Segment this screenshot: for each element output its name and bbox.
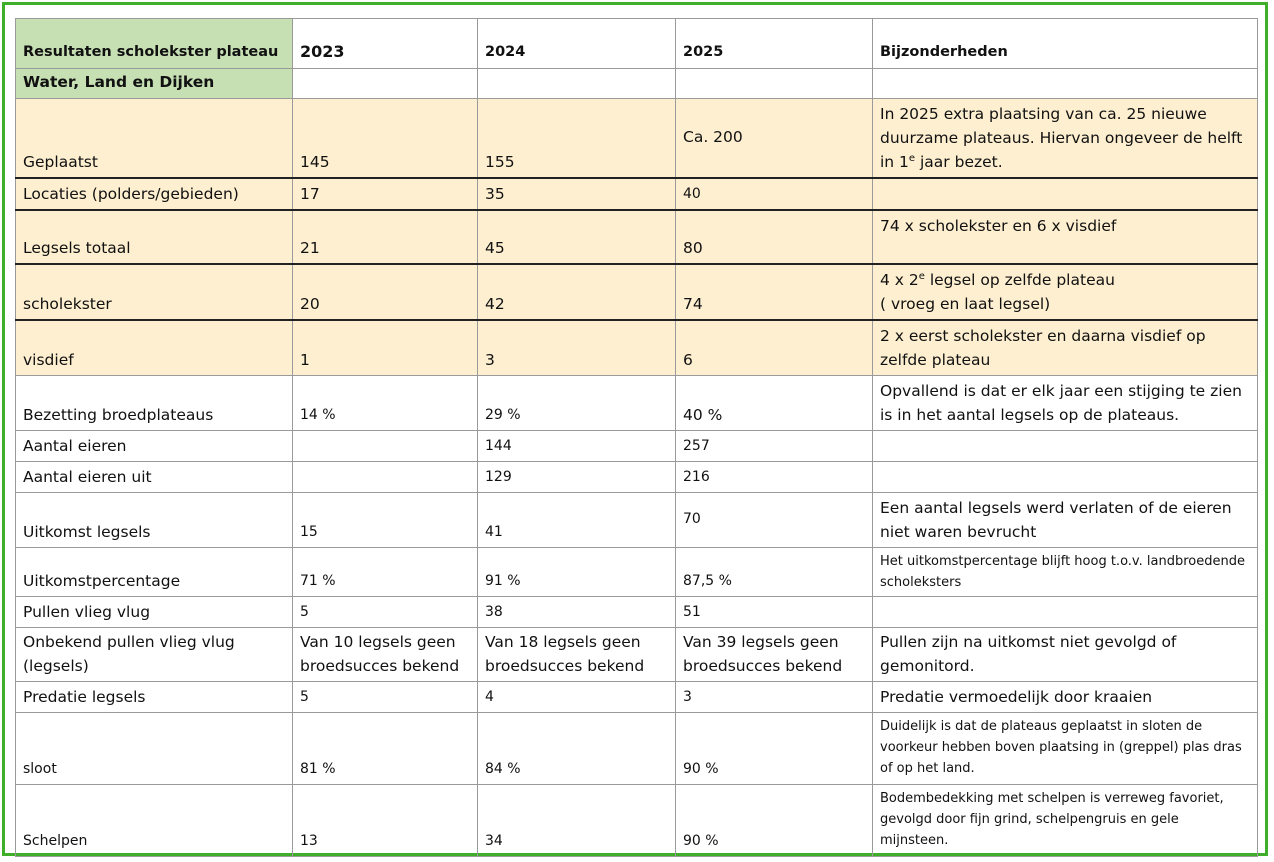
- table-row: [16, 210, 1258, 264]
- note-sup: e: [908, 152, 916, 164]
- table-row: [16, 264, 1258, 320]
- row-label: sloot: [16, 713, 293, 785]
- cell-2024: 38: [478, 597, 676, 628]
- cell-2023: 1: [293, 320, 478, 376]
- table-row: [16, 99, 1258, 179]
- cell-2023: [293, 431, 478, 462]
- row-label: Onbekend pullen vlieg vlug (legsels): [16, 628, 293, 682]
- row-label: scholekster: [16, 264, 293, 320]
- cell-2024: 144: [478, 431, 676, 462]
- table-row: [16, 785, 1258, 857]
- table-row: [16, 493, 1258, 548]
- table-row: [16, 431, 1258, 462]
- cell-2024: 129: [478, 462, 676, 493]
- row-label: visdief: [16, 320, 293, 376]
- cell-2025: 74: [676, 264, 873, 320]
- cell-2025: 6: [676, 320, 873, 376]
- row-note: [873, 178, 1258, 210]
- cell-2024: 42: [478, 264, 676, 320]
- row-label: Geplaatst: [16, 99, 293, 179]
- cell-2024: 34: [478, 785, 676, 857]
- cell-2023: 71 %: [293, 548, 478, 597]
- cell-2023: 17: [293, 178, 478, 210]
- row-note: Het uitkomstpercentage blijft hoog t.o.v. landbroedende scholeksters: [873, 548, 1258, 597]
- row-note: Bodembedekking met schelpen is verreweg favoriet, gevolgd door fijn grind, schelpengruis en gele mijnsteen.: [873, 785, 1258, 857]
- cell-2024: 41: [478, 493, 676, 548]
- cell-2025: 51: [676, 597, 873, 628]
- cell-2024: 4: [478, 682, 676, 713]
- cell-2025: 257: [676, 431, 873, 462]
- cell-2025: 70: [676, 493, 873, 548]
- cell-2024: 91 %: [478, 548, 676, 597]
- table-row: [16, 462, 1258, 493]
- cell-2025: 3: [676, 682, 873, 713]
- row-label: Schelpen: [16, 785, 293, 857]
- cell-2024: 84 %: [478, 713, 676, 785]
- cell-2023: [293, 462, 478, 493]
- row-note: Opvallend is dat er elk jaar een stijging te zien is in het aantal legsels op de plateaus.: [873, 376, 1258, 431]
- row-label: Predatie legsels: [16, 682, 293, 713]
- table-row: [16, 713, 1258, 785]
- note-sup: e: [918, 270, 925, 282]
- cell-2023: 21: [293, 210, 478, 264]
- cell-2023: 15: [293, 493, 478, 548]
- row-label: Bezetting broedplateaus: [16, 376, 293, 431]
- row-label: Legsels totaal: [16, 210, 293, 264]
- cell-2024: 45: [478, 210, 676, 264]
- note-text: ( vroeg en laat legsel): [880, 295, 1051, 313]
- table-row: [16, 682, 1258, 713]
- subheader-title: Water, Land en Dijken: [16, 69, 293, 99]
- row-label: Locaties (polders/gebieden): [16, 178, 293, 210]
- note-text: legsel op zelfde plateau: [924, 271, 1115, 289]
- row-note: [873, 431, 1258, 462]
- cell-2025: Van 39 legsels geen broedsucces bekend: [676, 628, 873, 682]
- cell-2024: 35: [478, 178, 676, 210]
- header-2025: 2025: [676, 19, 873, 69]
- cell-2023: 13: [293, 785, 478, 857]
- subheader-empty: [676, 69, 873, 99]
- cell-2024: 155: [478, 99, 676, 179]
- cell-2025: 40 %: [676, 376, 873, 431]
- note-text: jaar bezet.: [915, 153, 1003, 171]
- table-row: [16, 376, 1258, 431]
- cell-2025: 90 %: [676, 713, 873, 785]
- row-note: Een aantal legsels werd verlaten of de eieren niet waren bevrucht: [873, 493, 1258, 548]
- cell-2025: 80: [676, 210, 873, 264]
- cell-2025: 216: [676, 462, 873, 493]
- row-note: [873, 99, 1258, 179]
- row-note: Pullen zijn na uitkomst niet gevolgd of gemonitord.: [873, 628, 1258, 682]
- cell-2025: 40: [676, 178, 873, 210]
- header-2024: 2024: [478, 19, 676, 69]
- cell-2025: 87,5 %: [676, 548, 873, 597]
- header-row: [16, 19, 1258, 69]
- row-label: Aantal eieren: [16, 431, 293, 462]
- cell-2025: Ca. 200: [676, 99, 873, 179]
- cell-2023: 145: [293, 99, 478, 179]
- cell-2024: 3: [478, 320, 676, 376]
- row-note: [873, 597, 1258, 628]
- cell-2024: Van 18 legsels geen broedsucces bekend: [478, 628, 676, 682]
- table-row: [16, 178, 1258, 210]
- table-row: [16, 320, 1258, 376]
- cell-2023: Van 10 legsels geen broedsucces bekend: [293, 628, 478, 682]
- row-note: Duidelijk is dat de plateaus geplaatst in sloten de voorkeur hebben boven plaatsing in (greppel) plas dras of op het land.: [873, 713, 1258, 785]
- row-note: Predatie vermoedelijk door kraaien: [873, 682, 1258, 713]
- row-note: [873, 462, 1258, 493]
- note-text: In 2025 extra plaatsing van ca. 25 nieuwe duurzame plateaus. Hiervan ongeveer de helft in 1: [880, 105, 1243, 171]
- subheader-empty: [873, 69, 1258, 99]
- cell-2023: 14 %: [293, 376, 478, 431]
- header-2023: 2023: [293, 19, 478, 69]
- note-text: 4 x 2: [880, 271, 919, 289]
- table-row: [16, 597, 1258, 628]
- table-row: [16, 628, 1258, 682]
- row-label: Pullen vlieg vlug: [16, 597, 293, 628]
- subheader-empty: [293, 69, 478, 99]
- header-title: Resultaten scholekster plateau: [16, 19, 293, 69]
- table-row: [16, 548, 1258, 597]
- row-note: [873, 264, 1258, 320]
- results-table: [15, 18, 1258, 857]
- row-label: Aantal eieren uit: [16, 462, 293, 493]
- cell-2023: 5: [293, 597, 478, 628]
- subheader-row: [16, 69, 1258, 99]
- header-notes: Bijzonderheden: [873, 19, 1258, 69]
- row-note: 2 x eerst scholekster en daarna visdief op zelfde plateau: [873, 320, 1258, 376]
- row-label: Uitkomstpercentage: [16, 548, 293, 597]
- row-label: Uitkomst legsels: [16, 493, 293, 548]
- subheader-empty: [478, 69, 676, 99]
- cell-2023: 81 %: [293, 713, 478, 785]
- cell-2023: 5: [293, 682, 478, 713]
- cell-2024: 29 %: [478, 376, 676, 431]
- cell-2023: 20: [293, 264, 478, 320]
- row-note: 74 x scholekster en 6 x visdief: [873, 210, 1258, 264]
- cell-2025: 90 %: [676, 785, 873, 857]
